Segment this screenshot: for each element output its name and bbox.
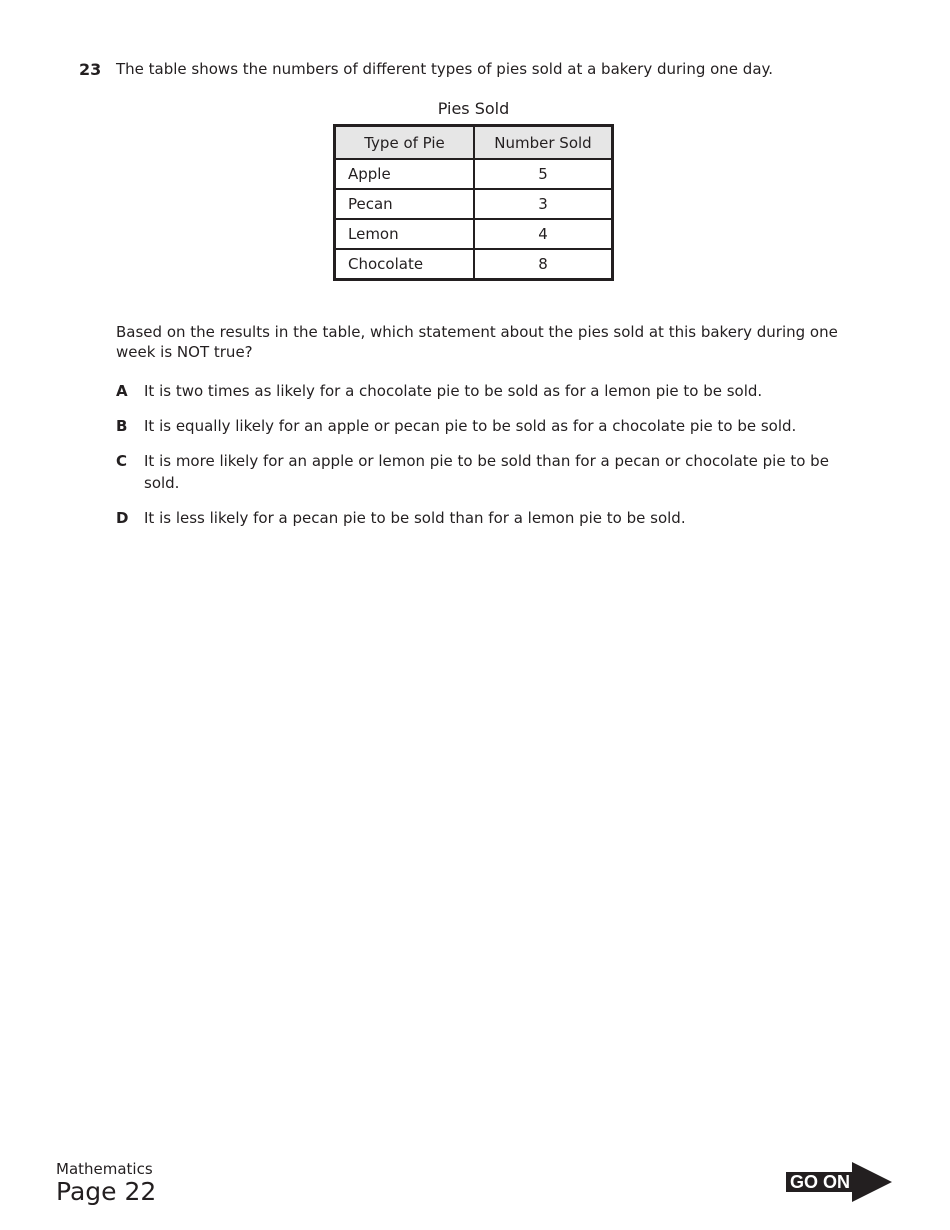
pie-type-cell: Pecan <box>335 189 475 219</box>
question-prompt: Based on the results in the table, which statement about the pies sold at this bakery during one week is NOT true? <box>116 323 838 361</box>
pies-sold-table <box>333 124 614 281</box>
table-row <box>335 219 613 249</box>
header-type-of-pie: Type of Pie <box>335 126 475 160</box>
table-row <box>335 189 613 219</box>
footer-page-number: Page 22 <box>56 1177 157 1206</box>
table-title: Pies Sold <box>437 99 510 118</box>
pie-count-cell: 4 <box>474 219 613 249</box>
choice-letter: C <box>116 452 128 470</box>
pie-count-cell: 5 <box>474 159 613 189</box>
choice-letter: D <box>116 509 129 527</box>
choice-text: It is less likely for a pecan pie to be sold than for a lemon pie to be sold. <box>144 509 686 527</box>
choice-letter: A <box>116 382 128 400</box>
pie-type-cell: Apple <box>335 159 475 189</box>
pie-count-cell: 3 <box>474 189 613 219</box>
question-stem: The table shows the numbers of different types of pies sold at a bakery during one day. <box>116 60 774 78</box>
table-row <box>335 159 613 189</box>
go-on-label: GO ON <box>790 1172 851 1192</box>
question-number: 23 <box>79 60 102 79</box>
pie-type-cell: Chocolate <box>335 249 475 280</box>
choice-text: It is two times as likely for a chocolate pie to be sold as for a lemon pie to be sold. <box>144 382 763 400</box>
table-header-row <box>335 126 613 160</box>
choice-text: It is more likely for an apple or lemon pie to be sold than for a pecan or chocolate pie to be sold. <box>144 452 829 492</box>
answer-choice-c[interactable] <box>116 450 846 494</box>
answer-choice-b[interactable] <box>116 415 846 437</box>
footer-subject: Mathematics <box>56 1160 153 1178</box>
answer-choice-d[interactable] <box>116 507 846 529</box>
pie-type-cell: Lemon <box>335 219 475 249</box>
header-number-sold: Number Sold <box>474 126 613 160</box>
answer-choice-a[interactable] <box>116 380 846 402</box>
choice-text: It is equally likely for an apple or pecan pie to be sold as for a chocolate pie to be sold. <box>144 417 797 435</box>
pie-count-cell: 8 <box>474 249 613 280</box>
table-row <box>335 249 613 280</box>
choice-letter: B <box>116 417 128 435</box>
go-on-arrow <box>786 1162 894 1202</box>
